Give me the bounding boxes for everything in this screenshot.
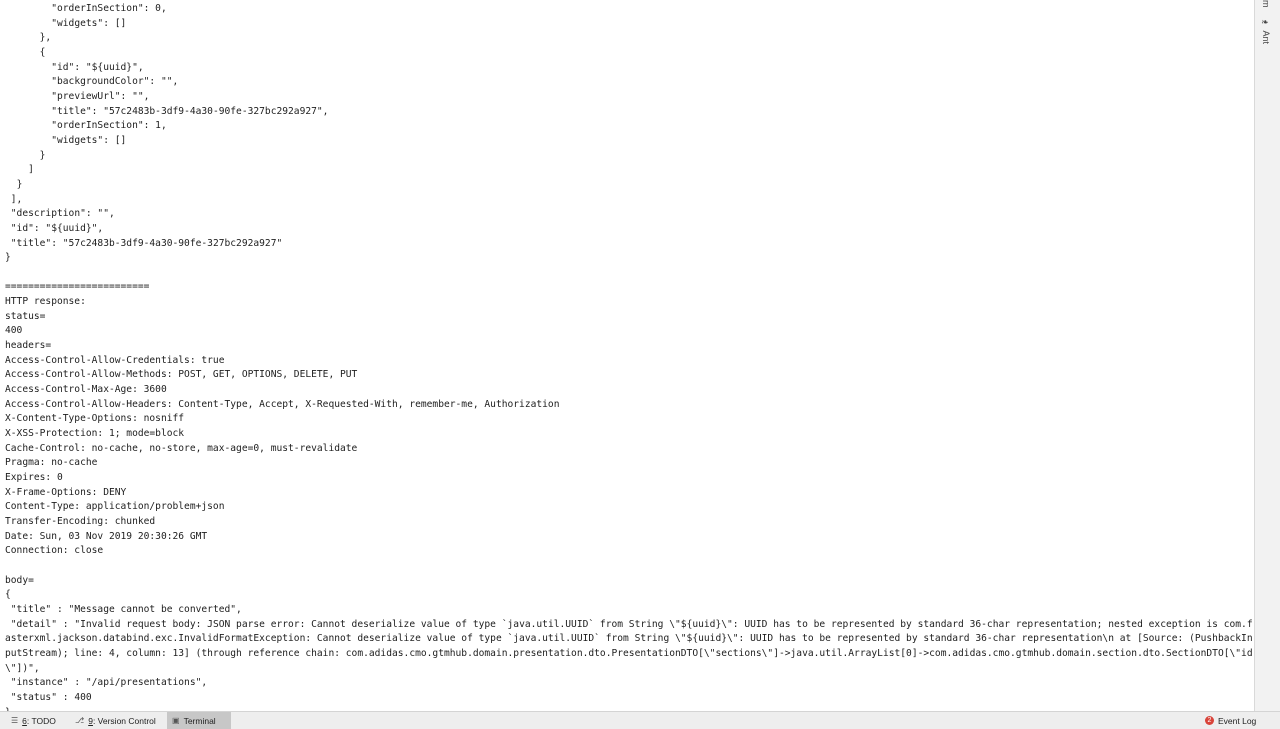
ant-icon: ❧ xyxy=(1261,18,1271,28)
side-tab-ant[interactable] xyxy=(1261,18,1271,44)
tab-terminal[interactable] xyxy=(167,712,231,729)
tab-todo-label: : TODO xyxy=(26,715,56,726)
event-log-button[interactable] xyxy=(1200,712,1261,729)
tab-todo[interactable] xyxy=(6,712,61,729)
tab-version-control-number: 9 xyxy=(88,715,93,726)
branch-icon: ⎇ xyxy=(75,716,85,725)
console-output-text[interactable]: "orderInSection": 0, "widgets": [] }, { "id": "${uuid}", "backgroundColor": "", "previewUrl": "", "title": "57c2483b-3df9-4a30-90fe-327bc292a927", "orderInSection": 1, "widgets": [] } ] } ], "description": "", "id": "${uuid}", "title": "57c2483b-3df9-4a30-90fe-327bc292a927" } ========================= HTTP response: status= 400 headers= Access-Control-Allow-Credentials: true Access-Control-Allow-Methods: POST, GET, OPTIONS, DELETE, PUT Access-Control-Max-Age: 3600 Access-Control-Allow-Headers: Content-Type, Accept, X-Requested-With, remember-me, Authorization X-Content-Type-Options: nosniff X-XSS-Protection: 1; mode=block Cache-Control: no-cache, no-store, max-age=0, must-revalidate Pragma: no-cache Expires: 0 X-Frame-Options: DENY Content-Type: application/problem+json Transfer-Encoding: chunked Date: Sun, 03 Nov 2019 20:30:26 GMT Connection: close body= { "title" : "Message cannot be converted", "detail" : "Invalid request body: JSON parse error: Cannot deserialize value of type `java.util.UUID` from String \"${uuid}\": UUID has to be represented by standard 36-char representation; nested exception is com.fasterxml.jackson.databind.exc.InvalidFormatException: Cannot deserialize value of type `java.util.UUID` from String \"${uuid}\": UUID has to be represented by standard 36-char representation\n at [Source: (PushbackInputStream); line: 4, column: 13] (through reference chain: com.adidas.cmo.gtmhub.domain.presentation.dto.PresentationDTO[\"sections\"]->java.util.ArrayList[0]->com.adidas.cmo.gtmhub.domain.section.dto.SectionDTO[\"id\"])", "instance" : "/api/presentations", "status" : 400 xyxy=(5,3,1253,703)
tab-version-control-label: : Version Control xyxy=(92,715,156,726)
terminal-icon: ▣ xyxy=(172,716,180,725)
side-tab-top[interactable]: m xyxy=(1261,0,1271,8)
list-icon: ☰ xyxy=(11,716,19,725)
error-badge-icon: 2 xyxy=(1205,716,1214,725)
tool-window-bar xyxy=(0,711,1280,729)
right-tool-window-bar xyxy=(1254,0,1280,711)
tab-version-control[interactable] xyxy=(70,712,161,729)
side-tab-ant-label: Ant xyxy=(1261,30,1271,45)
tab-todo-number: 6 xyxy=(22,715,27,726)
event-log-label: Event Log xyxy=(1218,715,1257,726)
tab-terminal-label: Terminal xyxy=(183,715,216,726)
